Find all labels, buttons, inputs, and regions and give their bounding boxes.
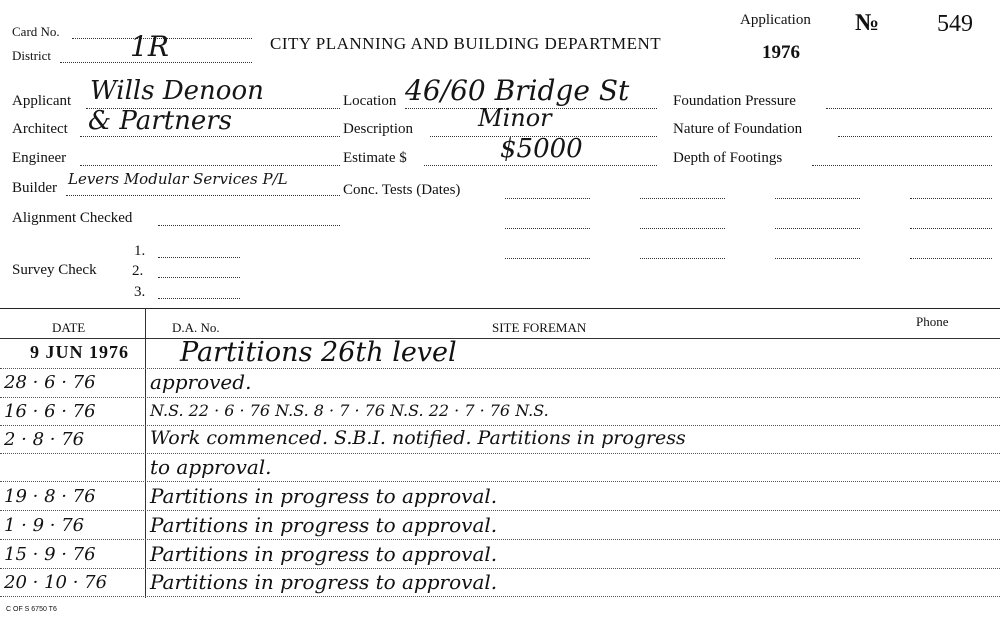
conc-test-line [775,198,860,199]
conc-test-line [910,198,992,199]
applicant-value: Wills Denoon [90,76,264,106]
log-entry-date: 16 · 6 · 76 [4,401,96,422]
log-row-rule [0,568,1000,569]
log-entry-date: 2 · 8 · 76 [4,429,85,450]
application-number: 549 [937,11,973,37]
survey-line-2 [158,277,240,278]
survey-item-1: 1. [134,243,146,259]
depth-footings-label: Depth of Footings [673,150,783,166]
estimate-label: Estimate $ [343,150,407,166]
log-entry-text: Partitions in progress to approval. [150,570,498,594]
log-entry-text: N.S. 22 · 6 · 76 N.S. 8 · 7 · 76 N.S. 22 · 7 · 76 N.S. [150,401,549,420]
log-entry-text: to approval. [150,455,272,479]
conc-tests-label: Conc. Tests (Dates) [343,182,461,198]
log-entry-text: Partitions in progress to approval. [150,542,498,566]
log-entry-date: 19 · 8 · 76 [4,486,96,507]
architect-label: Architect [12,121,68,137]
log-row-rule [0,481,1000,482]
log-row-rule [0,425,1000,426]
log-table-top-rule [0,308,1000,309]
log-entry-text: Work commenced. S.B.I. notified. Partitions in progress [150,427,686,449]
foundation-pressure-line [826,108,992,109]
district-label: District [12,48,51,63]
district-value: 1R [130,30,169,63]
survey-line-3 [158,298,240,299]
foundation-pressure-label: Foundation Pressure [673,93,796,109]
architect-line [80,136,340,137]
applicant-label: Applicant [12,93,72,109]
conc-test-line [640,198,725,199]
conc-test-line [775,228,860,229]
conc-test-line [775,258,860,259]
log-entry-date: 28 · 6 · 76 [4,372,96,393]
conc-test-line [505,228,590,229]
log-row-rule [0,397,1000,398]
engineer-label: Engineer [12,150,67,166]
description-label: Description [343,121,413,137]
survey-item-3: 3. [134,284,146,300]
log-row-rule [0,596,1000,597]
nature-foundation-line [838,136,992,137]
log-entry-text: Partitions in progress to approval. [150,484,498,508]
number-sign: № [855,10,880,36]
estimate-value: $5000 [500,134,583,164]
conc-test-line [505,198,590,199]
builder-line [66,195,340,196]
architect-value: & Partners [88,106,233,136]
log-row-rule [0,539,1000,540]
log-header-site-foreman: SITE FOREMAN [492,320,587,335]
builder-value: Levers Modular Services P/L [68,170,288,188]
description-value: Minor [478,104,552,132]
location-label: Location [343,93,397,109]
conc-test-line [910,228,992,229]
log-entry-text: Partitions 26th level [180,337,457,368]
engineer-line [80,165,340,166]
log-row-rule [0,368,1000,369]
conc-test-line [640,258,725,259]
builder-label: Builder [12,180,57,196]
location-value: 46/60 Bridge St [405,74,630,107]
estimate-line [424,165,657,166]
log-entry-date: 9 JUN 1976 [30,342,129,362]
alignment-checked-label: Alignment Checked [12,210,133,226]
log-entry-date: 20 · 10 · 76 [4,572,108,593]
card-no-label: Card No. [12,24,60,39]
application-label: Application [740,12,811,28]
log-row-rule [0,510,1000,511]
log-row-rule [0,453,1000,454]
conc-test-line [640,228,725,229]
log-entry-date: 15 · 9 · 76 [4,544,96,565]
survey-item-2: 2. [132,263,144,279]
log-entry-date: 1 · 9 · 76 [4,515,85,536]
log-header-date: DATE [52,320,86,335]
alignment-checked-line [158,225,340,226]
form-code: C OF S 6750 T6 [6,606,57,613]
conc-test-line [505,258,590,259]
log-header-rule [0,338,1000,339]
nature-foundation-label: Nature of Foundation [673,121,803,137]
depth-footings-line [812,165,992,166]
log-entry-text: approved. [150,370,252,394]
log-entry-text: Partitions in progress to approval. [150,513,498,537]
survey-check-label: Survey Check [12,262,97,278]
survey-line-1 [158,257,240,258]
log-header-da-no: D.A. No. [172,320,220,335]
application-year: 1976 [762,42,800,63]
department-title: CITY PLANNING AND BUILDING DEPARTMENT [270,34,662,53]
log-header-phone: Phone [916,314,949,329]
conc-test-line [910,258,992,259]
